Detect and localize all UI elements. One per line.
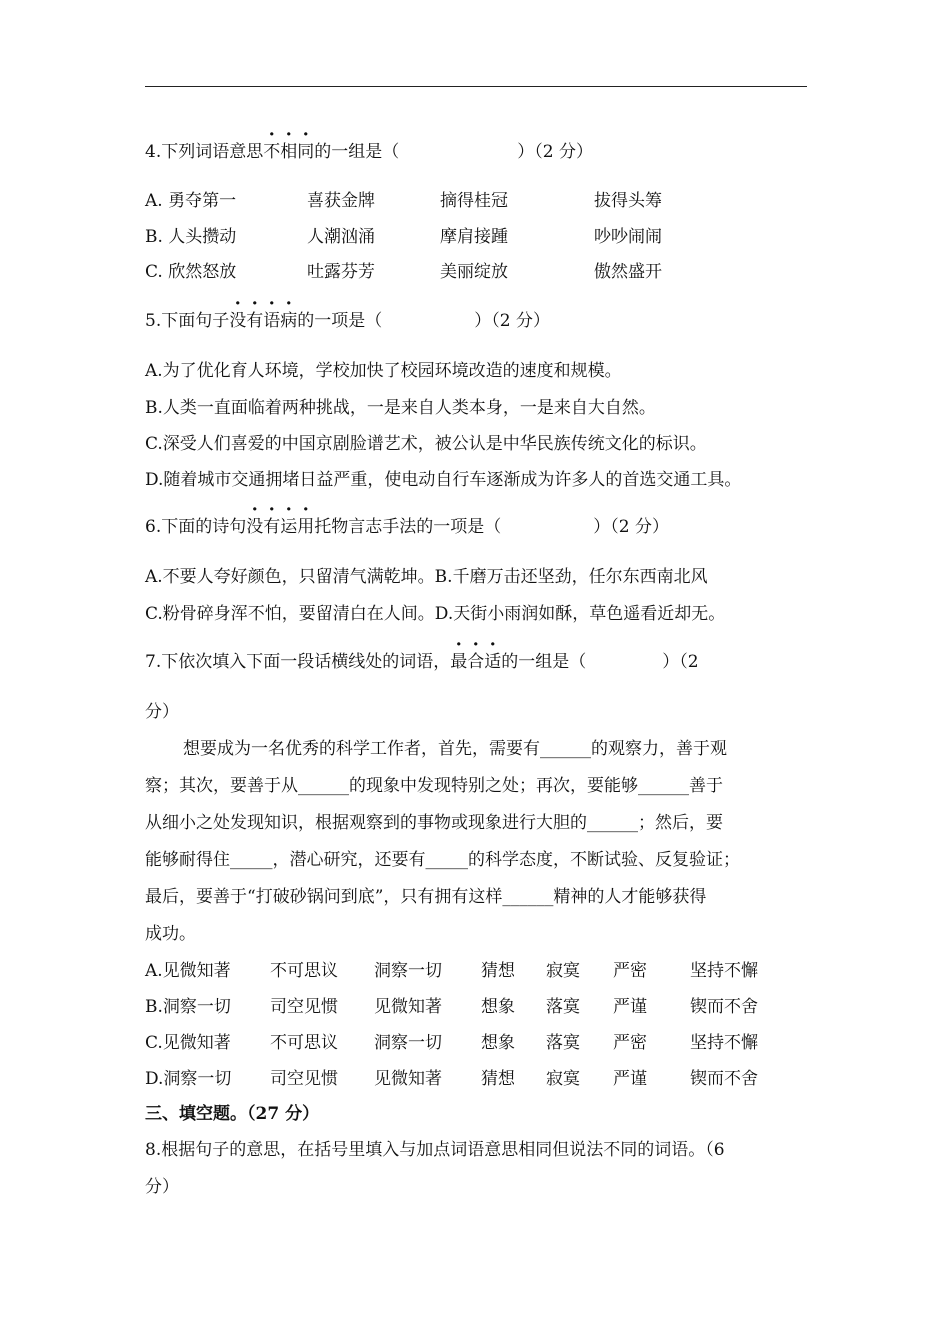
q5-stem-text: 的一项是（ <box>297 311 383 331</box>
q4-option-word: 摘得桂冠 <box>440 191 508 211</box>
q4-option-b: B. 人头攒动 <box>145 227 237 247</box>
q5-stem <box>145 309 550 333</box>
q7-option-word: 洞察一切 <box>374 1033 442 1053</box>
q7-passage-line: 从细小之处发现知识，根据观察到的事物或现象进行大胆的______；然后，要 <box>145 813 723 833</box>
q7-option-word: 见微知著 <box>374 1069 442 1089</box>
q7-option-word: 司空见惯 <box>270 1069 338 1089</box>
q7-option-word: 严密 <box>613 961 647 981</box>
q4-stem-text: 的一组是（ <box>314 142 400 162</box>
emphasis-char: 有 <box>246 311 264 331</box>
q7-passage-line: 察；其次，要善于从______的现象中发现特别之处；再次，要能够______善于 <box>145 776 723 796</box>
q7-option-word: 严密 <box>613 1033 647 1053</box>
q7-option-a: A.见微知著 <box>145 961 231 981</box>
q5-option-d: D.随着城市交通拥堵日益严重，使电动自行车逐渐成为许多人的首选交通工具。 <box>145 470 742 490</box>
q5-option-c: C.深受人们喜爱的中国京剧脸谱艺术，被公认是中华民族传统文化的标识。 <box>145 434 707 454</box>
emphasis-char: 语 <box>263 311 281 331</box>
q7-option-c: C.见微知著 <box>145 1033 231 1053</box>
q7-option-word: 寂寞 <box>546 961 580 981</box>
q7-score-cont: 分） <box>145 702 179 722</box>
emphasis-char: 用 <box>297 517 315 537</box>
q7-option-word: 不可思议 <box>270 961 338 981</box>
q6-options-cd: C.粉骨碎身浑不怕，要留清白在人间。D.天街小雨润如酥，草色遥看近却无。 <box>145 604 726 624</box>
q6-score: ）（2 分） <box>593 517 669 537</box>
q7-option-word: 严谨 <box>613 1069 647 1089</box>
header-rule <box>145 86 807 87</box>
q6-stem-text: 托物言志手法的一项是（ <box>314 517 502 537</box>
q7-option-word: 寂寞 <box>546 1069 580 1089</box>
q7-option-b: B.洞察一切 <box>145 997 231 1017</box>
q7-passage-line: 能够耐得住_____，潜心研究，还要有_____的科学态度，不断试验、反复验证； <box>145 850 740 870</box>
q4-option-word: 美丽绽放 <box>440 262 508 282</box>
q4-option-word: 傲然盛开 <box>594 262 662 282</box>
q7-option-word: 司空见惯 <box>270 997 338 1017</box>
q7-option-word: 锲而不舍 <box>690 997 758 1017</box>
q7-option-word: 落寞 <box>546 1033 580 1053</box>
q5-option-b: B.人类一直面临着两种挑战，一是来自人类本身，一是来自大自然。 <box>145 398 656 418</box>
q4-stem <box>145 140 593 164</box>
q4-stem-text: 4.下列词语意思 <box>145 142 264 162</box>
q4-option-word: 拔得头筹 <box>594 191 662 211</box>
q7-option-word: 猜想 <box>481 961 515 981</box>
q7-option-word: 猜想 <box>481 1069 515 1089</box>
emphasis-char: 相 <box>280 142 298 162</box>
q7-score: ）（2 <box>662 652 699 672</box>
q7-option-word: 洞察一切 <box>374 961 442 981</box>
q7-option-word: 严谨 <box>613 997 647 1017</box>
q4-score: ）（2 分） <box>517 142 593 162</box>
q7-stem <box>145 650 699 674</box>
emphasis-char: 同 <box>297 142 315 162</box>
q5-option-a: A.为了优化育人环境，学校加快了校园环境改造的速度和规模。 <box>145 361 622 381</box>
q4-option-word: 摩肩接踵 <box>440 227 508 247</box>
q7-passage-line: 最后，要善于“打破砂锅问到底”，只有拥有这样______精神的人才能够获得 <box>145 887 707 907</box>
q7-passage-line: 想要成为一名优秀的科学工作者，首先，需要有______的观察力，善于观 <box>183 739 727 759</box>
q4-option-word: 人潮汹涌 <box>307 227 375 247</box>
emphasis-char: 适 <box>484 652 502 672</box>
q6-stem-text: 6.下面的诗句 <box>145 517 247 537</box>
section-heading: 三、填空题。（27 分） <box>145 1104 320 1124</box>
q6-options-ab: A.不要人夸好颜色，只留清气满乾坤。B.千磨万击还坚劲，任尔东西南北风 <box>145 567 708 587</box>
emphasis-char: 最 <box>450 652 468 672</box>
q7-option-word: 不可思议 <box>270 1033 338 1053</box>
q7-passage-line: 成功。 <box>145 924 196 944</box>
emphasis-char: 运 <box>280 517 298 537</box>
emphasis-char: 合 <box>467 652 485 672</box>
emphasis-char: 没 <box>246 517 264 537</box>
q5-score: ）（2 分） <box>474 311 550 331</box>
emphasis-char: 有 <box>263 517 281 537</box>
q5-stem-text: 5.下面句子 <box>145 311 230 331</box>
q6-stem <box>145 515 669 539</box>
q4-option-a: A. 勇夺第一 <box>145 191 237 211</box>
q7-stem-text: 7.下依次填入下面一段话横线处的词语， <box>145 652 451 672</box>
emphasis-char: 不 <box>263 142 281 162</box>
q7-stem-text: 的一组是（ <box>501 652 587 672</box>
emphasis-char: 没 <box>229 311 247 331</box>
q7-option-word: 见微知著 <box>374 997 442 1017</box>
q7-option-d: D.洞察一切 <box>145 1069 232 1089</box>
q4-option-c: C. 欣然怒放 <box>145 262 237 282</box>
emphasis-char: 病 <box>280 311 298 331</box>
q4-option-word: 吵吵闹闹 <box>594 227 662 247</box>
q8-stem: 8.根据句子的意思，在括号里填入与加点词语意思相同但说法不同的词语。（6 <box>145 1140 725 1160</box>
q4-option-word: 喜获金牌 <box>307 191 375 211</box>
q7-option-word: 想象 <box>481 1033 515 1053</box>
q7-option-word: 想象 <box>481 997 515 1017</box>
q4-option-word: 吐露芬芳 <box>307 262 375 282</box>
q7-option-word: 坚持不懈 <box>690 961 758 981</box>
q7-option-word: 锲而不舍 <box>690 1069 758 1089</box>
q7-option-word: 落寞 <box>546 997 580 1017</box>
q7-option-word: 坚持不懈 <box>690 1033 758 1053</box>
q8-score: 分） <box>145 1177 179 1197</box>
